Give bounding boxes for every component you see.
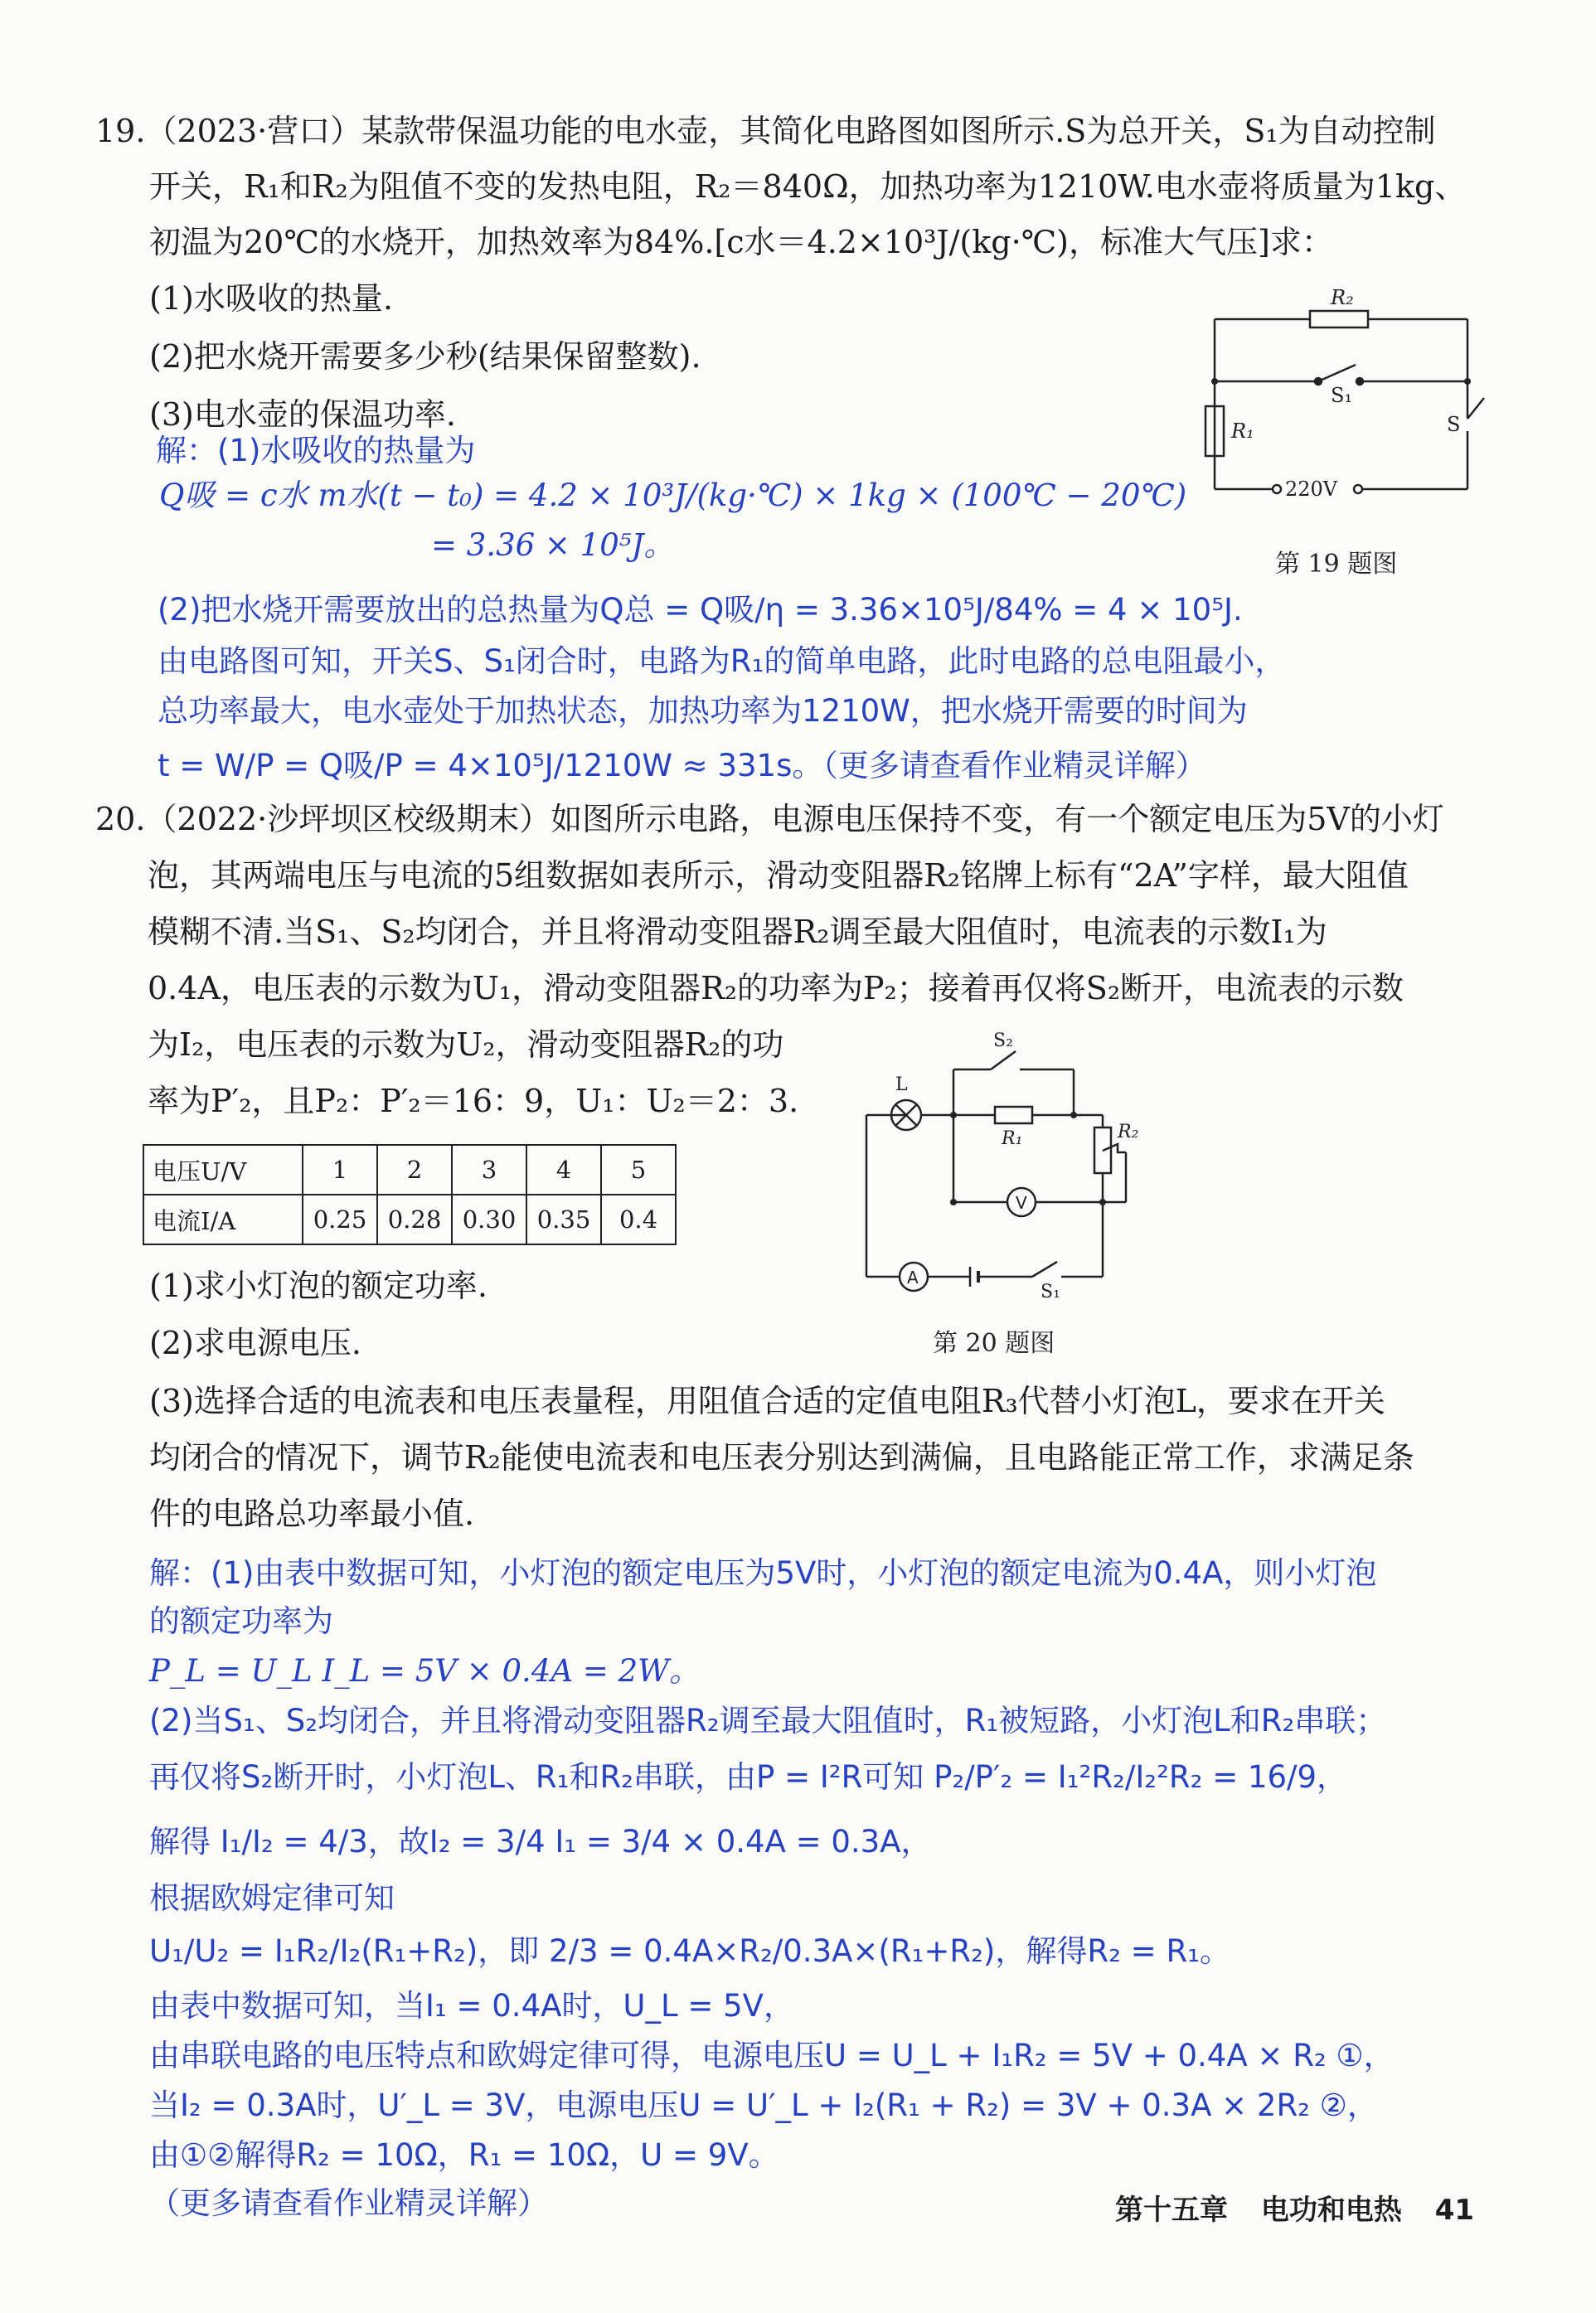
q19-answer-line-3: = 3.36 × 10⁵J。 bbox=[431, 527, 675, 563]
current-cell: 0.28 bbox=[377, 1195, 452, 1244]
s-switch bbox=[1467, 398, 1484, 419]
q20-sub-3-line-3: 件的电路总功率最小值. bbox=[149, 1496, 475, 1532]
q20-answer-line-3: P_L = U_L I_L = 5V × 0.4A = 2W。 bbox=[149, 1653, 701, 1689]
page-footer bbox=[1115, 2187, 1497, 2228]
s1-label: S₁ bbox=[1331, 384, 1353, 407]
q20-answer-line-6: 解得 I₁/I₂ = 4/3，故I₂ = 3/4 I₁ = 3/4 × 0.4A = 0.3A， bbox=[149, 1824, 932, 1860]
q20-answer-line-13: （更多请查看作业精灵详解） bbox=[149, 2185, 548, 2221]
r1-label: R₁ bbox=[1002, 1128, 1023, 1149]
voltage-header: 电压U/V bbox=[143, 1145, 303, 1195]
current-cell: 0.25 bbox=[303, 1195, 377, 1244]
q19-line-2: 开关，R₁和R₂为阻值不变的发热电阻，R₂＝840Ω，加热功率为1210W.电水壶将质量为1kg、 bbox=[149, 168, 1467, 205]
source-label: 220V bbox=[1285, 478, 1338, 501]
q19-answer-line-2: Q吸 = c水 m水(t − t₀) = 4.2 × 10³J/(kg·℃) × 1kg × (100℃ − 20℃) bbox=[159, 478, 1187, 513]
q19-line-1: 19.（2023·营口）某款带保温功能的电水壶，其简化电路图如图所示.S为总开关，S₁为自动控制 bbox=[95, 113, 1436, 149]
q20-sub-1: (1)求小灯泡的额定功率. bbox=[149, 1268, 488, 1304]
voltage-cell: 2 bbox=[377, 1145, 452, 1195]
voltage-cell: 5 bbox=[601, 1145, 676, 1195]
voltage-cell: 1 bbox=[303, 1145, 377, 1195]
q19-circuit-diagram bbox=[1194, 286, 1509, 535]
footer-title: 电功和电热 bbox=[1260, 2194, 1402, 2227]
r1-resistor bbox=[995, 1107, 1032, 1123]
footer-page-number: 41 bbox=[1434, 2194, 1475, 2227]
q19-sub-2: (2)把水烧开需要多少秒(结果保留整数). bbox=[149, 338, 701, 375]
current-cell: 0.35 bbox=[526, 1195, 601, 1244]
q20-sub-3: (3)选择合适的电流表和电压表量程，用阻值合适的定值电阻R₃代替小灯泡L，要求在开关 bbox=[149, 1383, 1385, 1419]
q20-answer-line-5: 再仅将S₂断开时，小灯泡L、R₁和R₂串联，由P = I²R可知 P₂/P′₂ = I₁²R₂/I₂²R₂ = 16/9， bbox=[149, 1759, 1348, 1795]
q19-figure-caption: 第 19 题图 bbox=[1275, 550, 1398, 579]
q20-answer-line-8: U₁/U₂ = I₁R₂/I₂(R₁+R₂)，即 2/3 = 0.4A×R₂/0.3A×(R₁+R₂)，解得R₂ = R₁。 bbox=[149, 1933, 1230, 1969]
q20-sub-2: (2)求电源电压. bbox=[149, 1325, 361, 1361]
voltage-cell: 3 bbox=[452, 1145, 526, 1195]
r2-label: R₂ bbox=[1331, 286, 1354, 309]
r1-label: R₁ bbox=[1231, 419, 1254, 443]
q20-sub-3-line-2: 均闭合的情况下，调节R₂能使电流表和电压表分别达到满偏，且电路能正常工作，求满足条 bbox=[149, 1439, 1414, 1476]
s1-switch bbox=[1032, 1262, 1057, 1277]
current-row bbox=[143, 1195, 676, 1244]
s1-switch bbox=[1318, 365, 1356, 381]
q20-answer-line-1: 解：(1)由表中数据可知，小灯泡的额定电压为5V时，小灯泡的额定电流为0.4A，则小灯泡 bbox=[149, 1555, 1377, 1591]
q20-line-4: 0.4A，电压表的示数为U₁，滑动变阻器R₂的功率为P₂；接着再仅将S₂断开，电流表的示数 bbox=[148, 970, 1404, 1006]
lamp-label: L bbox=[895, 1074, 908, 1095]
r2-label: R₂ bbox=[1118, 1122, 1139, 1142]
q19-answer-line-7: t = W/P = Q吸/P = 4×10⁵J/1210W ≈ 331s。（更多请查看作业精灵详解） bbox=[158, 748, 1206, 783]
q19-answer-line-5: 由电路图可知，开关S、S₁闭合时，电路为R₁的简单电路，此时电路的总电阻最小， bbox=[158, 643, 1286, 679]
q20-line-2: 泡，其两端电压与电流的5组数据如表所示，滑动变阻器R₂铭牌上标有“2A”字样，最大阻值 bbox=[148, 857, 1409, 894]
q20-answer-line-7: 根据欧姆定律可知 bbox=[149, 1880, 395, 1916]
q20-line-6: 率为P′₂，且P₂：P′₂＝16：9，U₁：U₂＝2：3. bbox=[148, 1083, 799, 1119]
q19-answer-line-6: 总功率最大，电水壶处于加热状态，加热功率为1210W，把水烧开需要的时间为 bbox=[158, 693, 1248, 729]
q20-answer-line-12: 由①②解得R₂ = 10Ω，R₁ = 10Ω，U = 9V。 bbox=[149, 2137, 779, 2173]
q20-circuit-diagram bbox=[854, 1028, 1177, 1302]
voltage-row bbox=[143, 1145, 676, 1195]
s2-switch bbox=[991, 1051, 1016, 1069]
footer-chapter: 第十五章 bbox=[1115, 2194, 1228, 2227]
q20-answer-line-2: 的额定功率为 bbox=[149, 1603, 333, 1639]
q19-answer-line-4: (2)把水烧开需要放出的总热量为Q总 = Q吸/η = 3.36×10⁵J/84% = 4 × 10⁵J. bbox=[158, 592, 1243, 628]
q20-answer-line-11: 当I₂ = 0.3A时，U′_L = 3V，电源电压U = U′_L + I₂(R₁ + R₂) = 3V + 0.3A × 2R₂ ②， bbox=[149, 2088, 1378, 2123]
q20-answer-line-4: (2)当S₁、S₂均闭合，并且将滑动变阻器R₂调至最大阻值时，R₁被短路，小灯泡L和R₂串联； bbox=[149, 1703, 1387, 1738]
current-cell: 0.30 bbox=[452, 1195, 526, 1244]
q20-answer-line-10: 由串联电路的电压特点和欧姆定律可得，电源电压U = U_L + I₁R₂ = 5V + 0.4A × R₂ ①， bbox=[149, 2038, 1395, 2073]
q20-answer-line-9: 由表中数据可知，当I₁ = 0.4A时，U_L = 5V， bbox=[149, 1988, 794, 2024]
q20-line-1: 20.（2022·沙坪坝区校级期末）如图所示电路，电源电压保持不变，有一个额定电压为5V的小灯 bbox=[95, 801, 1444, 837]
current-cell: 0.4 bbox=[601, 1195, 676, 1244]
current-header: 电流I/A bbox=[143, 1195, 303, 1244]
q19-sub-1: (1)水吸收的热量. bbox=[149, 280, 393, 317]
q20-figure-caption: 第 20 题图 bbox=[933, 1329, 1055, 1358]
q19-answer-line-1: 解：(1)水吸收的热量为 bbox=[156, 433, 476, 468]
r2-resistor bbox=[1310, 311, 1368, 327]
ammeter-label: A bbox=[907, 1268, 919, 1287]
q19-sub-3: (3)电水壶的保温功率. bbox=[149, 396, 456, 433]
q20-line-5: 为I₂，电压表的示数为U₂，滑动变阻器R₂的功 bbox=[148, 1026, 784, 1063]
voltage-cell: 4 bbox=[526, 1145, 601, 1195]
voltmeter-label: V bbox=[1016, 1193, 1027, 1213]
iv-data-table bbox=[143, 1144, 677, 1245]
q20-line-3: 模糊不清.当S₁、S₂均闭合，并且将滑动变阻器R₂调至最大阻值时，电流表的示数I₁为 bbox=[148, 914, 1327, 950]
s-label: S bbox=[1447, 413, 1461, 436]
s1-label: S₁ bbox=[1041, 1282, 1060, 1302]
s2-label: S₂ bbox=[993, 1030, 1013, 1051]
q19-line-3: 初温为20℃的水烧开，加热效率为84%.[c水＝4.2×10³J/(kg·℃)，标准大气压]求： bbox=[149, 224, 1333, 260]
